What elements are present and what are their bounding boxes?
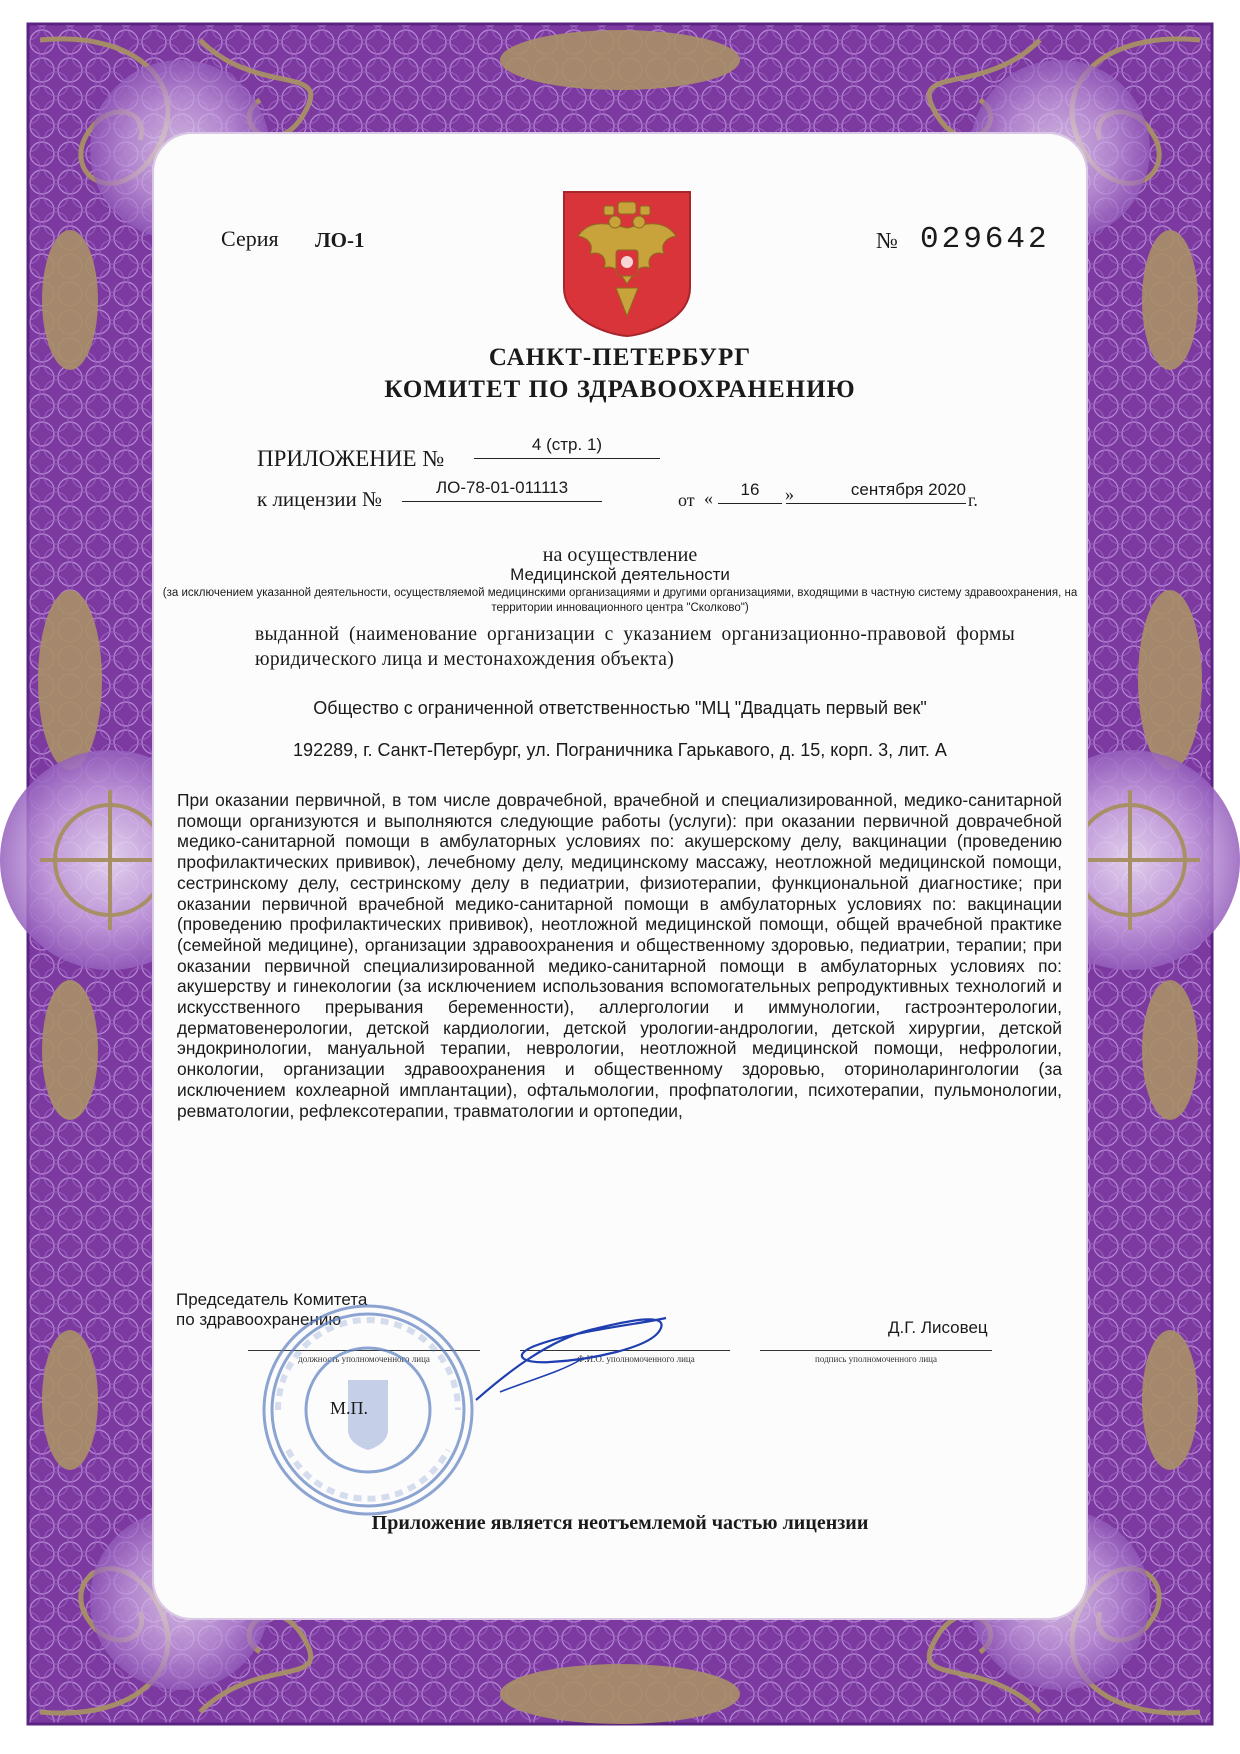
stamp-mark: М.П. bbox=[330, 1398, 369, 1418]
issued-to-caption: выданной (наименование организации с указанием организационно-правовой формы юридического лица и местонахождения объекта) bbox=[255, 624, 1015, 670]
activity-note: (за исключением указанной деятельности, осуществляемой медицинскими организациями и другими организациями, входящими в частную систему здравоохранения, на территории инновационного центра "Сколково") bbox=[162, 587, 1078, 614]
organization-address: 192289, г. Санкт-Петербург, ул. Пограничника Гарькавого, д. 15, корп. 3, лит. А bbox=[293, 740, 947, 760]
organization-name: Общество с ограниченной ответственностью "МЦ "Двадцать первый век" bbox=[313, 698, 927, 718]
signer-position-line1: Председатель Комитета bbox=[176, 1290, 368, 1309]
activity-type: Медицинской деятельности bbox=[510, 565, 730, 584]
signer-name: Д.Г. Лисовец bbox=[888, 1318, 988, 1337]
caption-name: Ф.И.О. уполномоченного лица bbox=[577, 1354, 695, 1364]
appendix-label: ПРИЛОЖЕНИЕ № bbox=[257, 446, 445, 471]
appendix-number: 4 (стр. 1) bbox=[474, 435, 660, 459]
series-label: Серия bbox=[221, 226, 279, 251]
purpose-label: на осуществление bbox=[542, 544, 698, 566]
footer-note: Приложение является неотъемлемой частью лицензии bbox=[371, 1512, 869, 1534]
caption-signature: подпись уполномоченного лица bbox=[815, 1354, 937, 1364]
committee-title: КОМИТЕТ ПО ЗДРАВООХРАНЕНИЮ bbox=[384, 376, 856, 403]
date-quote-open: « bbox=[704, 488, 713, 508]
caption-position: должность уполномоченного лица bbox=[298, 1354, 430, 1364]
date-year-suffix: г. bbox=[968, 490, 978, 510]
date-quote-close: » bbox=[785, 484, 794, 504]
date-from-label: от bbox=[678, 490, 695, 510]
city-title: САНКТ-ПЕТЕРБУРГ bbox=[488, 344, 752, 371]
license-date-day: 16 bbox=[718, 480, 782, 504]
license-label: к лицензии № bbox=[257, 487, 383, 511]
number-sign: № bbox=[876, 228, 898, 253]
signer-position-line2: по здравоохранению bbox=[176, 1310, 342, 1329]
license-number: ЛО-78-01-011113 bbox=[402, 478, 602, 502]
services-list: При оказании первичной, в том числе доврачебной, врачебной и специализированной, медико-санитарной помощи организуются и выполняются следующие работы (услуги): при оказании первичной доврачебной медико-санитарной помощи в амбулаторных условиях по: акушерскому делу, вакцинации (проведению профилактических прививок), лечебному делу, медицинскому массажу, неотложной медицинской помощи, сестринскому делу, сестринскому делу в педиатрии, физиотерапии, функциональной диагностике; при оказании первичной врачебной медико-санитарной помощи в амбулаторных условиях по: вакцинации (проведению профилактических прививок), неотложной медицинской помощи, общей врачебной практике (семейной медицине), организации здравоохранения и общественному здоровью, педиатрии, терапии; при оказании первичной специализированной медико-санитарной помощи в амбулаторных условиях по: акушерству и гинекологии (за исключением использования вспомогательных репродуктивных технологий и искусственного прерывания беременности), аллергологии и иммунологии, гастроэнтерологии, дерматовенерологии, детской кардиологии, детской урологии-андрологии, детской хирургии, детской эндокринологии, мануальной терапии, неврологии, неотложной медицинской помощи, нефрологии, онкологии, организации здравоохранения и общественному здоровью, оториноларингологии (за исключением кохлеарной имплантации), офтальмологии, профпатологии, психотерапии, пульмонологии, ревматологии, рефлексотерапии, травматологии и ортопедии, bbox=[177, 790, 1062, 1121]
document-number: 029642 bbox=[920, 222, 1050, 257]
license-date-month-year: сентября 2020 bbox=[786, 480, 966, 504]
series-value: ЛО-1 bbox=[315, 228, 365, 252]
signature-line bbox=[760, 1350, 992, 1351]
handwritten-signature-icon bbox=[470, 1300, 680, 1410]
coat-of-arms-icon bbox=[560, 188, 694, 338]
